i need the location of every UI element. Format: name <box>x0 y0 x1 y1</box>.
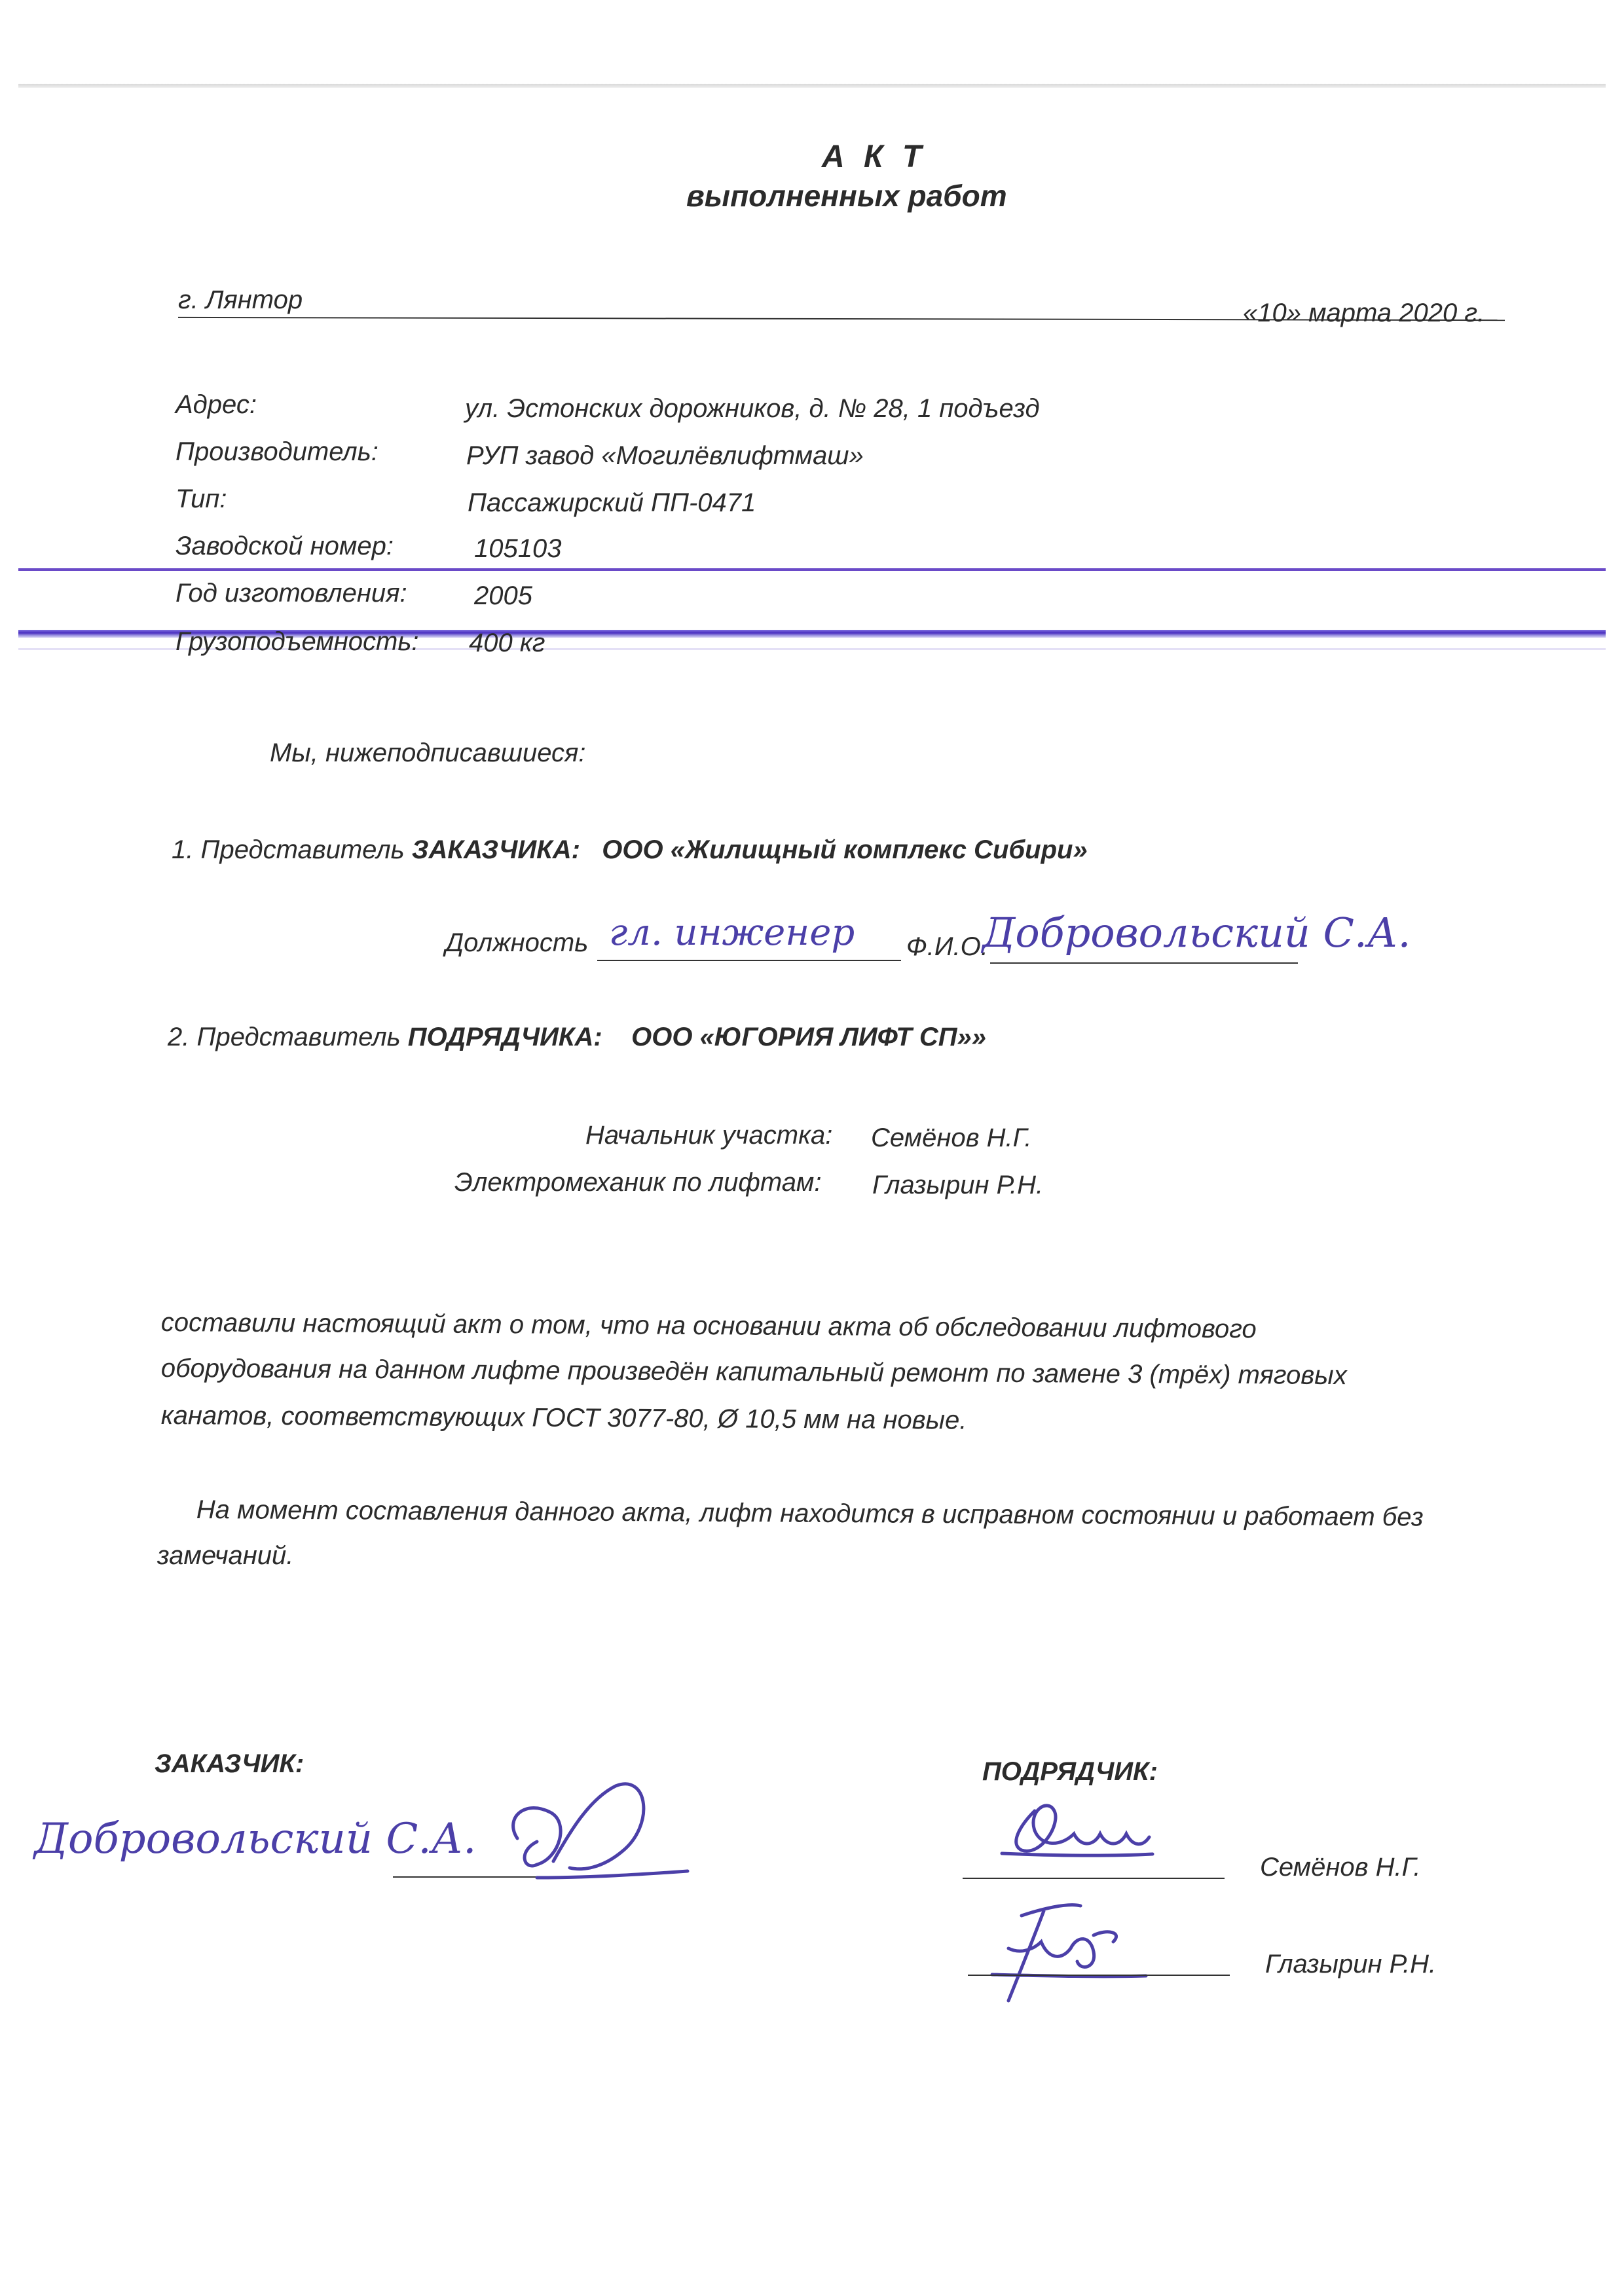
year-value: 2005 <box>474 581 532 610</box>
rep1-role: ЗАКАЗЧИКА: <box>411 835 580 864</box>
rep2-line <box>168 1023 986 1052</box>
document-title: А К Т <box>822 139 927 174</box>
contractor2-signature-line <box>968 1975 1230 1976</box>
member2-name: Глазырин Р.Н. <box>872 1171 1044 1199</box>
year-label: Год изготовления: <box>175 579 407 608</box>
rep1-line <box>172 835 1088 865</box>
rep2-role: ПОДРЯДЧИКА: <box>407 1023 602 1051</box>
scan-top-edge <box>18 84 1606 88</box>
address-label: Адрес: <box>175 390 257 419</box>
address-value: ул. Эстонских дорожников, д. № 28, 1 подъезд <box>465 394 1040 423</box>
customer-label: ЗАКАЗЧИК: <box>155 1749 304 1778</box>
fio-underline <box>990 962 1298 964</box>
member1-name: Семёнов Н.Г. <box>871 1123 1032 1152</box>
rep1-prefix: 1. Представитель <box>172 835 412 864</box>
fio-label: Ф.И.О. <box>906 932 988 961</box>
body-para2-line-1: На момент составления данного акта, лифт находится в исправном состоянии и работает без <box>196 1495 1424 1532</box>
member1-role: Начальник участка: <box>585 1121 833 1150</box>
body-para2-line-2: замечаний. <box>157 1541 294 1570</box>
body-line-2: оборудования на данном лифте произведён капитальный ремонт по замене 3 (трёх) тяговых <box>160 1354 1347 1391</box>
contractor2-signature-mark <box>982 1896 1153 2007</box>
rep1-org: ООО «Жилищный комплекс Сибири» <box>602 835 1088 864</box>
maker-value: РУП завод «Могилёвлифтмаш» <box>466 441 864 470</box>
customer-signature-mark <box>498 1773 694 1904</box>
city: г. Лянтор <box>178 285 303 314</box>
contractor-label: ПОДРЯДЧИК: <box>982 1757 1158 1786</box>
contractor1-name: Семёнов Н.Г. <box>1260 1853 1421 1882</box>
body-line-3: канатов, соответствующих ГОСТ 3077-80, Ø 10,5 мм на новые. <box>160 1401 967 1435</box>
capacity-value: 400 кг <box>469 629 545 657</box>
serial-label: Заводской номер: <box>175 532 394 560</box>
customer-handwritten-name: Добровольский С.А. <box>34 1815 477 1863</box>
date: «10» марта 2020 г. <box>1243 299 1485 327</box>
contractor2-name: Глазырин Р.Н. <box>1265 1950 1437 1978</box>
intro-text: Мы, нижеподписавшиеся: <box>270 738 586 767</box>
rep2-org: ООО «ЮГОРИЯ ЛИФТ СП»» <box>631 1023 987 1051</box>
capacity-label: Грузоподъемность: <box>175 627 419 656</box>
type-label: Тип: <box>175 484 227 513</box>
member2-role: Электромеханик по лифтам: <box>454 1168 822 1197</box>
type-value: Пассажирский ПП-0471 <box>468 488 756 517</box>
rep2-prefix: 2. Представитель <box>168 1023 408 1051</box>
maker-label: Производитель: <box>175 437 378 466</box>
position-handwritten: гл. инженер <box>609 911 855 954</box>
document-subtitle: выполненных работ <box>686 179 1007 213</box>
scan-stripe-upper <box>18 568 1606 571</box>
position-label: Должность <box>445 928 589 957</box>
serial-value: 105103 <box>474 534 562 563</box>
contractor1-signature-line <box>963 1878 1225 1879</box>
body-line-1: составили настоящий акт о том, что на основании акта об обследовании лифтового <box>160 1308 1257 1344</box>
contractor1-signature-mark <box>989 1785 1159 1876</box>
fio-handwritten: Добровольский С.А. <box>982 909 1411 957</box>
position-underline <box>597 960 901 961</box>
